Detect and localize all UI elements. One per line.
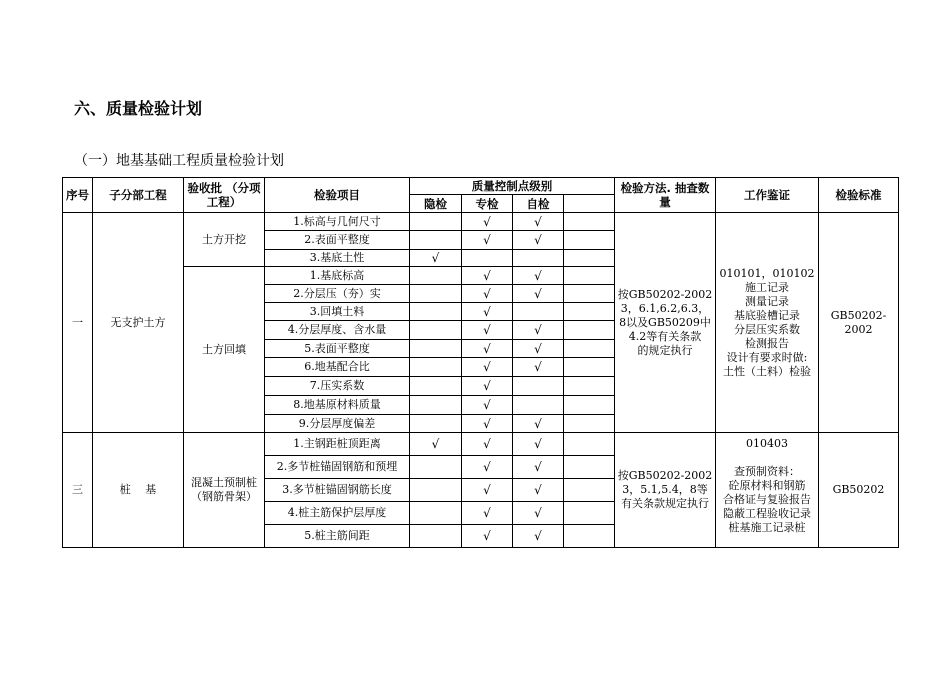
inspection-item-cell: 3.基底土性 [265, 250, 410, 267]
check-special-cell [462, 250, 513, 267]
check-special-cell: √ [462, 231, 513, 250]
check-special-cell: √ [462, 285, 513, 303]
header-hidden: 隐检 [410, 195, 462, 213]
inspection-item-cell: 2.表面平整度 [265, 231, 410, 250]
check-special-cell: √ [462, 340, 513, 358]
check-hidden-cell [410, 213, 462, 231]
check-self-cell: √ [513, 340, 564, 358]
header-acceptance-batch: 验收批 （分项工程） [184, 178, 265, 213]
check-self-cell: √ [513, 479, 564, 502]
subdivision-cell-earthwork: 无支护土方 [93, 213, 184, 433]
table-body [63, 213, 899, 548]
check-hidden-cell [410, 456, 462, 479]
inspection-item-cell: 2.分层压（夯）实 [265, 285, 410, 303]
section-subheading: （一）地基基础工程质量检验计划 [74, 153, 284, 169]
header-work-proof: 工作鉴证 [716, 178, 819, 213]
check-hidden-cell [410, 303, 462, 321]
header-standard: 检验标准 [819, 178, 899, 213]
batch-cell: 土方开挖 [184, 213, 265, 267]
header-self: 自检 [513, 195, 564, 213]
inspection-item-cell: 1.标高与几何尺寸 [265, 213, 410, 231]
blank-level-cell [564, 303, 615, 321]
check-special-cell: √ [462, 479, 513, 502]
check-self-cell: √ [513, 456, 564, 479]
inspection-item-cell: 2.多节桩锚固钢筋和预埋 [265, 456, 410, 479]
blank-level-cell [564, 525, 615, 548]
check-hidden-cell [410, 231, 462, 250]
blank-level-cell [564, 321, 615, 340]
inspection-item-cell: 9.分层厚度偏差 [265, 415, 410, 433]
check-special-cell: √ [462, 213, 513, 231]
header-subdivision: 子分部工程 [93, 178, 184, 213]
batch-cell: 混凝土预制桩 （钢筋骨架） [184, 433, 265, 548]
check-hidden-cell [410, 525, 462, 548]
page-clip-mask [62, 553, 898, 673]
work-proof-cell-earthwork: 010101，010102 施工记录 测量记录 基底验槽记录 分层压实系数 检测报告 设计有要求时做: 土性（土料）检验 [716, 213, 819, 433]
inspection-item-cell: 1.主钢距桩顶距离 [265, 433, 410, 456]
batch-cell: 土方回填 [184, 267, 265, 433]
check-hidden-cell [410, 340, 462, 358]
header-special: 专检 [462, 195, 513, 213]
blank-level-cell [564, 479, 615, 502]
inspection-item-cell: 1.基底标高 [265, 267, 410, 285]
check-hidden-cell [410, 358, 462, 377]
header-inspection-item: 检验项目 [265, 178, 410, 213]
check-special-cell: √ [462, 303, 513, 321]
check-self-cell: √ [513, 321, 564, 340]
inspection-item-cell: 4.桩主筋保护层厚度 [265, 502, 410, 525]
check-hidden-cell: √ [410, 433, 462, 456]
inspection-item-cell: 5.桩主筋间距 [265, 525, 410, 548]
work-proof-text: 010403 查预制资料： 砼原材料和钢筋 合格证与复验报告 隐蔽工程验收记录 桩基施工记录桩 [723, 437, 811, 534]
check-self-cell: √ [513, 502, 564, 525]
check-special-cell: √ [462, 456, 513, 479]
blank-level-cell [564, 502, 615, 525]
method-cell-pile: 按GB50202-2002 3，5.1,5.4，8等 有关条款规定执行 [615, 433, 716, 548]
header-method: 检验方法. 抽查数量 [615, 178, 716, 213]
inspection-item-cell: 5.表面平整度 [265, 340, 410, 358]
check-hidden-cell [410, 267, 462, 285]
blank-level-cell [564, 358, 615, 377]
inspection-item-cell: 3.回填土料 [265, 303, 410, 321]
check-hidden-cell [410, 396, 462, 415]
header-row-1 [63, 178, 899, 195]
check-special-cell: √ [462, 415, 513, 433]
blank-level-cell [564, 415, 615, 433]
page-heading: 六、质量检验计划 [74, 99, 203, 118]
inspection-item-cell: 7.压实系数 [265, 377, 410, 396]
check-hidden-cell: √ [410, 250, 462, 267]
check-hidden-cell [410, 321, 462, 340]
check-special-cell: √ [462, 433, 513, 456]
seq-cell-earthwork: 一 [63, 213, 93, 433]
quality-inspection-table [62, 177, 899, 548]
check-self-cell: √ [513, 213, 564, 231]
blank-level-cell [564, 250, 615, 267]
check-self-cell: √ [513, 267, 564, 285]
check-self-cell [513, 250, 564, 267]
seq-cell-pile: 三 [63, 433, 93, 548]
check-special-cell: √ [462, 377, 513, 396]
blank-level-cell [564, 340, 615, 358]
table-row [63, 433, 899, 456]
standard-cell-earthwork: GB50202-2002 [819, 213, 899, 433]
check-special-cell: √ [462, 502, 513, 525]
check-special-cell: √ [462, 396, 513, 415]
check-hidden-cell [410, 479, 462, 502]
header-control-level: 质量控制点级别 [410, 178, 615, 195]
check-self-cell [513, 396, 564, 415]
check-special-cell: √ [462, 525, 513, 548]
check-special-cell: √ [462, 267, 513, 285]
check-self-cell: √ [513, 285, 564, 303]
check-self-cell: √ [513, 525, 564, 548]
check-hidden-cell [410, 502, 462, 525]
inspection-item-cell: 8.地基原材料质量 [265, 396, 410, 415]
check-self-cell: √ [513, 433, 564, 456]
inspection-item-cell: 4.分层厚度、含水量 [265, 321, 410, 340]
blank-level-cell [564, 213, 615, 231]
header-seq: 序号 [63, 178, 93, 213]
standard-cell-pile: GB50202 [819, 433, 899, 548]
inspection-item-cell: 3.多节桩锚固钢筋长度 [265, 479, 410, 502]
subdivision-cell-pile: 桩 基 [93, 433, 184, 548]
blank-level-cell [564, 377, 615, 396]
check-self-cell: √ [513, 231, 564, 250]
blank-level-cell [564, 456, 615, 479]
blank-level-cell [564, 267, 615, 285]
check-self-cell: √ [513, 358, 564, 377]
check-hidden-cell [410, 377, 462, 396]
check-hidden-cell [410, 285, 462, 303]
check-hidden-cell [410, 415, 462, 433]
check-self-cell: √ [513, 415, 564, 433]
check-self-cell [513, 377, 564, 396]
table-row [63, 213, 899, 231]
check-special-cell: √ [462, 358, 513, 377]
blank-level-cell [564, 285, 615, 303]
header-blank [564, 195, 615, 213]
check-self-cell [513, 303, 564, 321]
check-special-cell: √ [462, 321, 513, 340]
inspection-item-cell: 6.地基配合比 [265, 358, 410, 377]
blank-level-cell [564, 231, 615, 250]
work-proof-cell-pile [716, 433, 819, 548]
method-cell-earthwork: 按GB50202-2002 3，6.1,6.2,6.3， 8以及GB50209中 4.2等有关条款 的规定执行 [615, 213, 716, 433]
blank-level-cell [564, 433, 615, 456]
blank-level-cell [564, 396, 615, 415]
